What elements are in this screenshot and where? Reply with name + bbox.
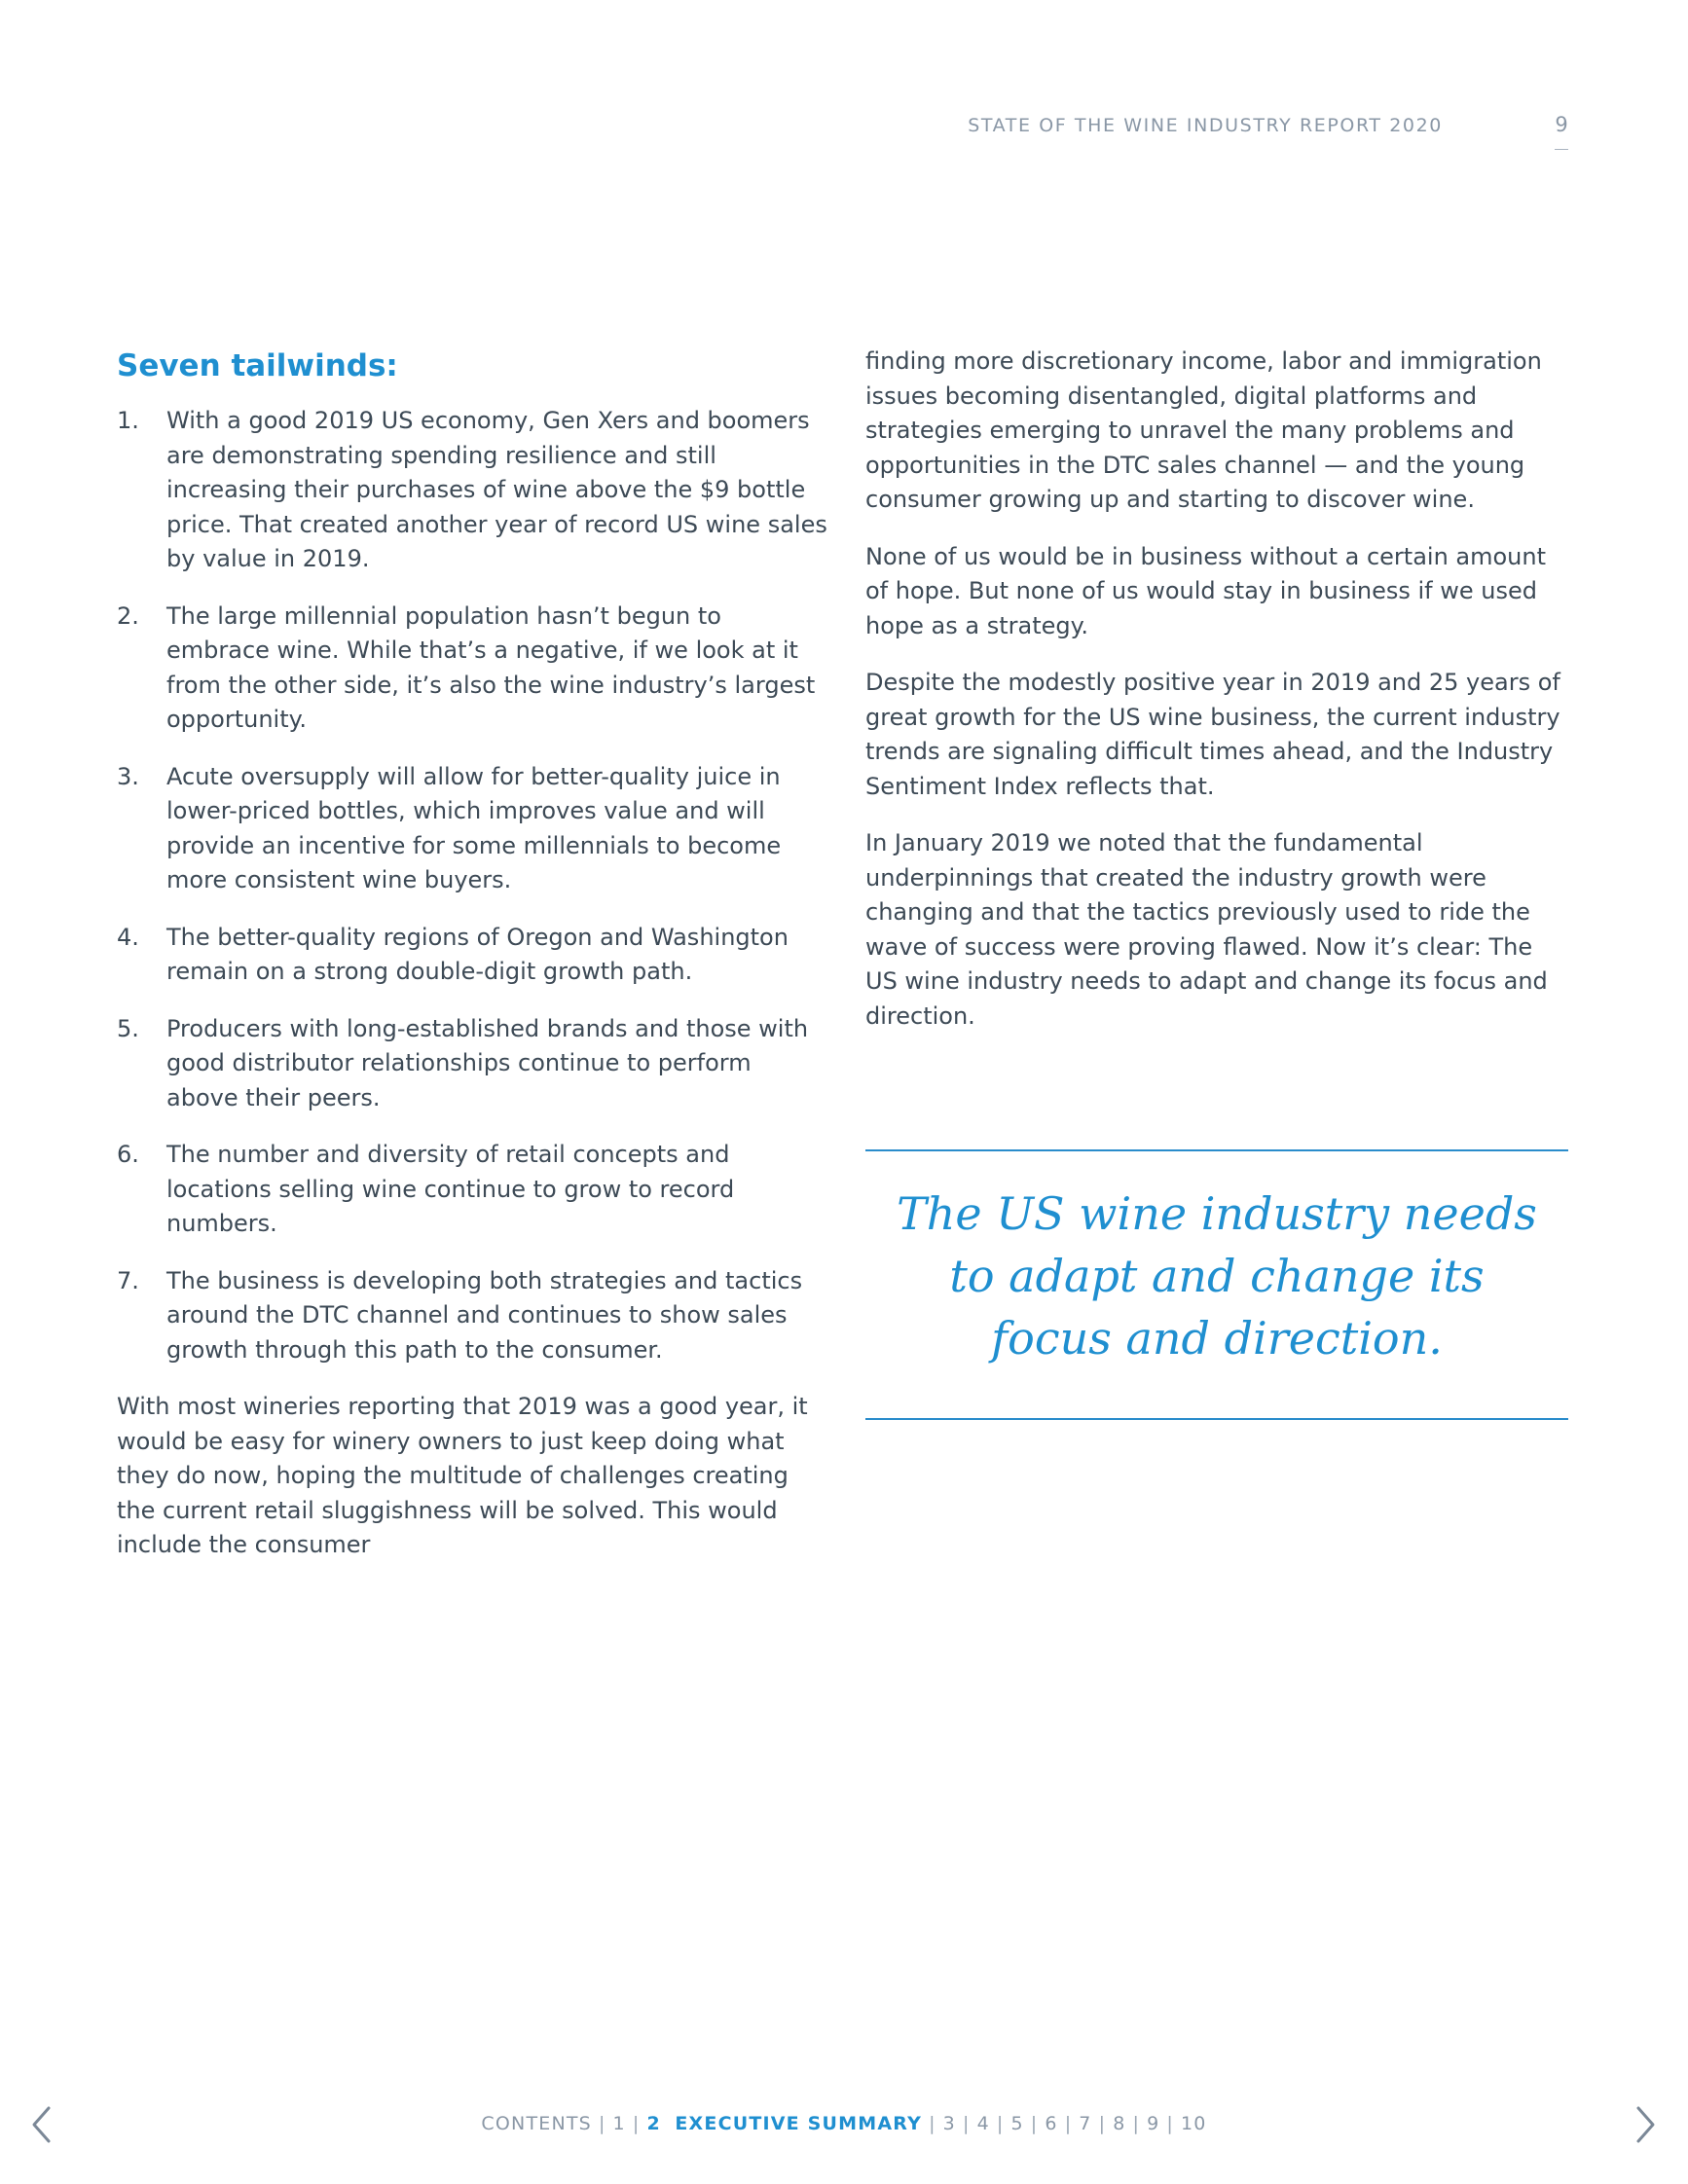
- nav-link-4[interactable]: 4: [976, 2113, 990, 2134]
- list-item: [117, 1264, 827, 1368]
- list-item-text: The better-quality regions of Oregon and Washington remain on a strong double-digit growth path.: [166, 923, 789, 985]
- nav-link-3[interactable]: 3: [942, 2113, 956, 2134]
- nav-link-6[interactable]: 6: [1045, 2113, 1058, 2134]
- nav-link-5[interactable]: 5: [1010, 2113, 1024, 2134]
- body-paragraph: finding more discretionary income, labor and immigration issues becoming disentangled, digital platforms and strategies emerging to unravel the many problems and opportunities in the DTC sales channel — and the young consumer growing up and starting to discover wine.: [865, 347, 1542, 513]
- list-item-text: The large millennial population hasn’t begun to embrace wine. While that’s a negative, if we look at it from the other side, it’s also the wine industry’s largest opportunity.: [166, 601, 816, 733]
- list-item-text: The number and diversity of retail concepts and locations selling wine continue to grow to record numbers.: [166, 1141, 735, 1237]
- nav-separator: |: [1132, 2113, 1141, 2134]
- list-item-number: 7.: [117, 1266, 139, 1294]
- section-heading: Seven tailwinds:: [117, 348, 398, 383]
- body-paragraph: Despite the modestly positive year in 2019 and 25 years of great growth for the US wine business, the current industry trends are signaling difficult times ahead, and the Industry Sentiment Index reflects that.: [865, 669, 1560, 800]
- nav-link-7[interactable]: 7: [1079, 2113, 1092, 2134]
- page-number: 9: [1555, 113, 1568, 136]
- right-column: [865, 345, 1571, 1056]
- body-paragraph: With most wineries reporting that 2019 was a good year, it would be easy for winery owners to just keep doing what they do now, hoping the multitude of challenges creating the current retail sluggishness will be solved. This would include the consumer: [117, 1393, 808, 1558]
- pull-quote-text: [865, 1183, 1568, 1369]
- list-item: [117, 921, 827, 990]
- report-title: STATE OF THE WINE INDUSTRY REPORT 2020: [968, 115, 1443, 136]
- tailwinds-list: [117, 404, 827, 1367]
- nav-current-label: EXECUTIVE SUMMARY: [675, 2113, 923, 2134]
- nav-separator: |: [632, 2113, 641, 2134]
- list-item-number: 2.: [117, 601, 139, 630]
- nav-separator: |: [929, 2113, 936, 2134]
- nav-separator: |: [996, 2113, 1005, 2134]
- pull-quote-line: The US wine industry needs: [897, 1187, 1537, 1240]
- list-item: [117, 760, 827, 898]
- list-item: [117, 404, 827, 577]
- nav-separator: |: [1030, 2113, 1039, 2134]
- footer-navigation: [0, 2113, 1688, 2134]
- body-paragraph: None of us would be in business without a certain amount of hope. But none of us would stay in business if we used hope as a strategy.: [865, 542, 1547, 639]
- list-item: [117, 1012, 827, 1116]
- list-item-text: Acute oversupply will allow for better-quality juice in lower-priced bottles, which improves value and will provide an incentive for some millennials to become more consistent wine buyers.: [166, 762, 782, 893]
- nav-link-8[interactable]: 8: [1113, 2113, 1126, 2134]
- nav-separator: |: [598, 2113, 606, 2134]
- nav-separator: |: [1166, 2113, 1175, 2134]
- list-item-number: 1.: [117, 407, 139, 434]
- nav-link-9[interactable]: 9: [1147, 2113, 1160, 2134]
- list-item-text: Producers with long-established brands and those with good distributor relationships continue to perform above their peers.: [166, 1014, 809, 1111]
- pull-quote-line: focus and direction.: [991, 1312, 1443, 1365]
- nav-link-1[interactable]: 1: [612, 2113, 626, 2134]
- list-item-text: The business is developing both strategies and tactics around the DTC channel and continues to show sales growth through this path to the consumer.: [166, 1266, 803, 1364]
- pull-quote-line: to adapt and change its: [949, 1250, 1485, 1302]
- nav-link-2-current[interactable]: [646, 2113, 922, 2134]
- left-column: [117, 343, 827, 1585]
- list-item: [117, 600, 827, 738]
- pull-quote: [865, 1149, 1568, 1420]
- nav-link-10[interactable]: 10: [1181, 2113, 1207, 2134]
- nav-separator: |: [962, 2113, 971, 2134]
- list-item-text: With a good 2019 US economy, Gen Xers and boomers are demonstrating spending resilience and still increasing their purchases of wine above the $9 bottle price. That created another year of record US wine sales by value in 2019.: [166, 407, 827, 572]
- page-number-underline: [1555, 149, 1568, 150]
- nav-current-number: 2: [646, 2113, 661, 2134]
- list-item: [117, 1138, 827, 1242]
- list-item-number: 5.: [117, 1014, 139, 1042]
- list-item-number: 3.: [117, 762, 139, 790]
- nav-link-contents[interactable]: CONTENTS: [481, 2113, 592, 2134]
- nav-separator: |: [1098, 2113, 1107, 2134]
- list-item-number: 4.: [117, 923, 139, 951]
- body-paragraph: In January 2019 we noted that the fundamental underpinnings that created the industry growth were changing and that the tactics previously used to ride the wave of success were proving flawed. Now it’s clear: The US wine industry needs to adapt and change its focus and direction.: [865, 829, 1548, 1030]
- nav-separator: |: [1064, 2113, 1073, 2134]
- list-item-number: 6.: [117, 1141, 139, 1168]
